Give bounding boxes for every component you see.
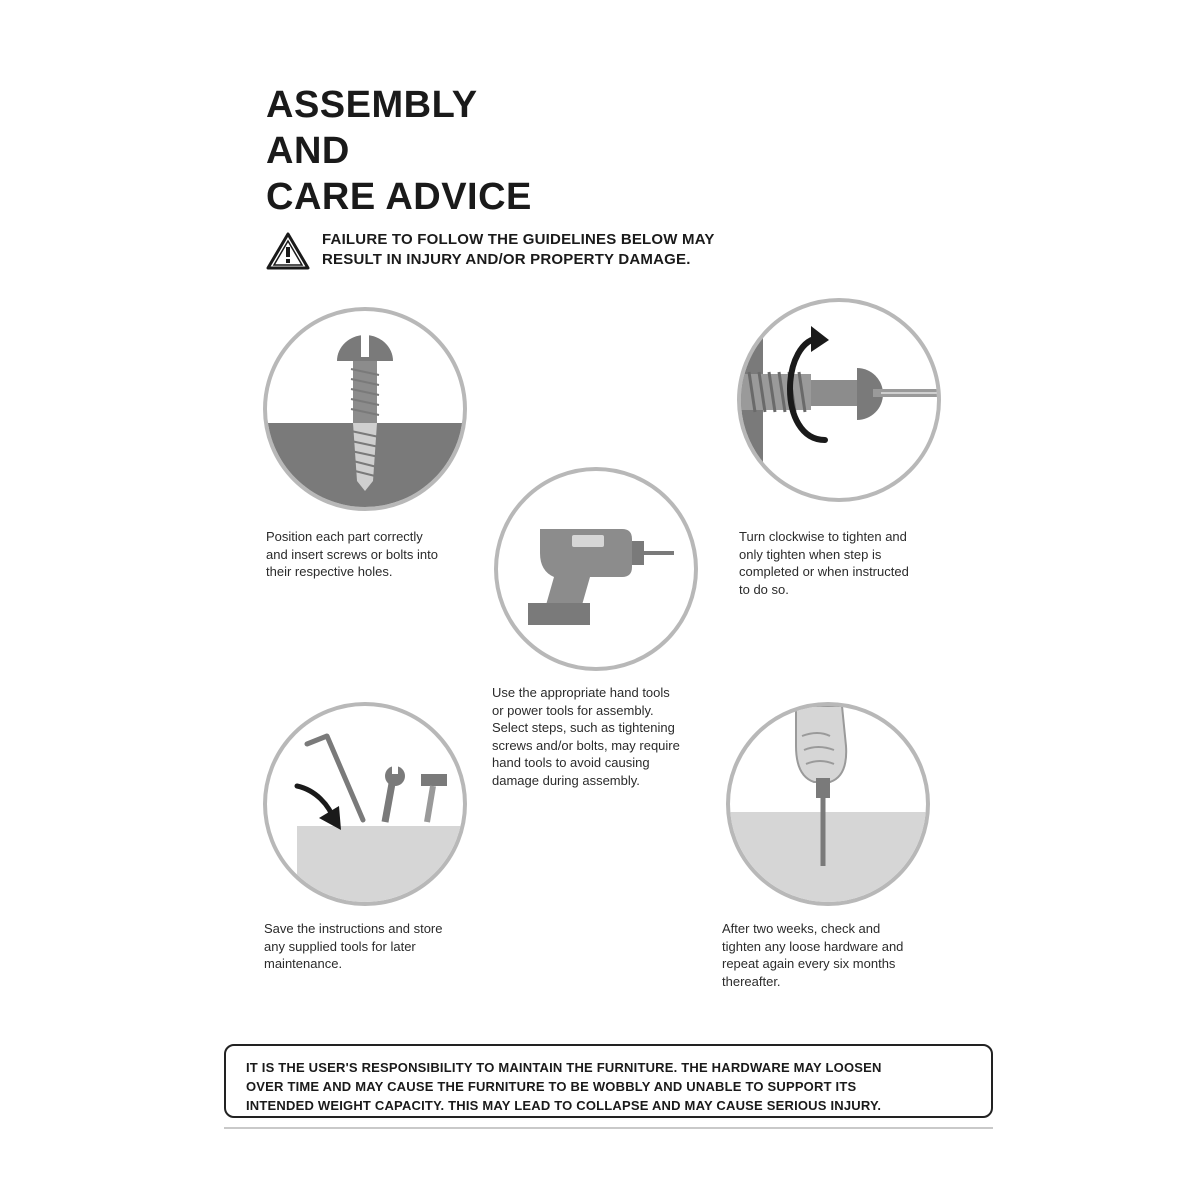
caption-line: maintenance. [264,956,343,971]
toolbox-illustration [263,702,467,906]
caption-line: damage during assembly. [492,772,640,788]
caption-line: thereafter. [722,973,781,989]
toolbox-icon [267,706,463,902]
caption-line: After two weeks, check and [722,921,881,936]
bottom-divider [224,1127,993,1129]
caption-line: Save the instructions and store [264,921,443,936]
warning-line: RESULT IN INJURY AND/OR PROPERTY DAMAGE. [322,251,691,268]
step-caption-turn-clockwise [739,528,909,598]
hand-screwdriver-icon [730,706,926,902]
caption-line: Position each part correctly [266,529,423,544]
caption-line: only tighten when step is [739,546,882,562]
caption-line: Select steps, such as tightening [492,720,675,735]
title-line: ASSEMBLY [266,84,478,126]
caption-line: hand tools to avoid causing [492,755,650,770]
step-caption-check-hardware [722,920,903,990]
caption-line: screws and/or bolts, may require [492,737,680,753]
warning-line: FAILURE TO FOLLOW THE GUIDELINES BELOW MAY [322,231,715,248]
clockwise-tighten-illustration [737,298,941,502]
power-drill-illustration [494,467,698,671]
caption-line: completed or when instructed [739,564,909,579]
notice-line: INTENDED WEIGHT CAPACITY. THIS MAY LEAD TO COLLAPSE AND MAY CAUSE SERIOUS INJURY. [246,1098,882,1113]
caption-line: and insert screws or bolts into [266,546,438,562]
caption-line: Use the appropriate hand tools [492,685,670,700]
caption-line: their respective holes. [266,564,393,579]
caption-line: to do so. [739,581,789,597]
clockwise-tighten-icon [741,302,937,498]
title-line: AND [266,130,350,172]
power-drill-icon [498,471,694,667]
screw-in-hole-illustration [263,307,467,511]
responsibility-notice [224,1044,993,1118]
warning-triangle-icon [266,232,310,270]
caption-line: any supplied tools for later [264,938,416,954]
page-title [266,82,532,220]
step-caption-position-parts [266,528,438,581]
caption-line: tighten any loose hardware and [722,938,904,954]
title-line: CARE ADVICE [266,176,532,218]
warning-message [322,230,802,270]
screw-in-hole-icon [267,311,463,507]
notice-line: IT IS THE USER'S RESPONSIBILITY TO MAINTAIN THE FURNITURE. THE HARDWARE MAY LOOSEN [246,1060,882,1075]
hand-screwdriver-illustration [726,702,930,906]
step-caption-save-instructions [264,920,443,973]
step-caption-use-tools [492,684,680,789]
caption-line: Turn clockwise to tighten and [739,529,907,544]
notice-line: OVER TIME AND MAY CAUSE THE FURNITURE TO BE WOBBLY AND UNABLE TO SUPPORT ITS [246,1079,857,1094]
caption-line: repeat again every six months [722,956,896,971]
caption-line: or power tools for assembly. [492,702,654,718]
